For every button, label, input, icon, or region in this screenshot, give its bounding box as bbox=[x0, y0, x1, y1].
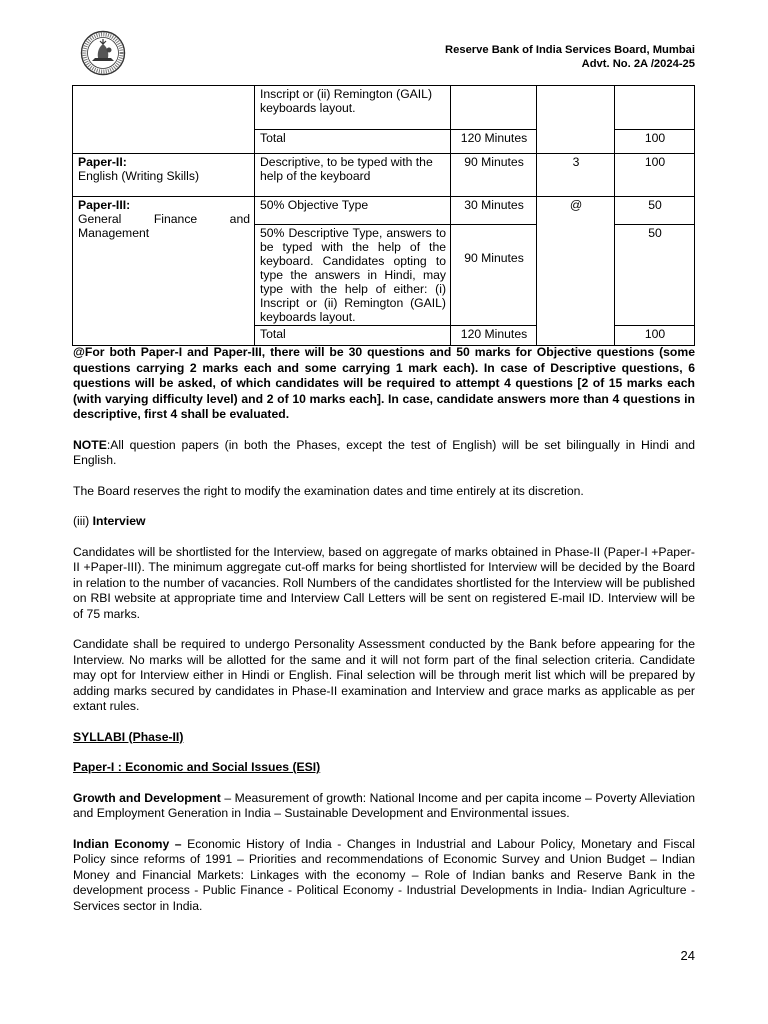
note-paragraph bbox=[73, 438, 695, 469]
economy-label: Indian Economy – bbox=[73, 836, 182, 851]
table-cell-marks: 100 bbox=[615, 130, 695, 154]
interview-heading: (iii) Interview bbox=[73, 514, 146, 528]
table-row bbox=[73, 86, 695, 130]
table-cell-marks: 100 bbox=[615, 154, 695, 197]
table-cell-description: 50% Descriptive Type, answers to be typed with the help of the keyboard. Candidates opting to type the answers in Hindi, may type with the help of either: (i) Inscript or (ii) Remington (GAIL) keyboards layout. bbox=[255, 225, 451, 326]
table-cell-duration: 90 Minutes bbox=[451, 154, 537, 197]
table-cell-description: 50% Objective Type bbox=[255, 197, 451, 225]
paper-subject: General Finance and Management bbox=[78, 212, 250, 240]
header-advt: Advt. No. 2A /2024-25 bbox=[581, 58, 695, 70]
paper-name: Paper-II: bbox=[78, 155, 127, 169]
page-header bbox=[445, 43, 695, 71]
paper1-heading: Paper-I : Economic and Social Issues (ESI) bbox=[73, 760, 321, 774]
syllabi-heading: SYLLABI (Phase-II) bbox=[73, 729, 184, 744]
page-number: 24 bbox=[680, 948, 695, 963]
growth-label: Growth and Development bbox=[73, 790, 221, 805]
interview-paragraph-1: Candidates will be shortlisted for the Interview, based on aggregate of marks obtained in Phase-II (Paper-I +Paper-II +Paper-III). The minimum aggregate cut-off marks for being shortlisted for Interview will be decided by the Board in relation to the number of vacancies. Roll Numbers of the candidates shortlisted for the Interview will be published on RBI website at appropriate time and Interview Call Letters will be sent on registered E-mail ID. Interview will be of 75 marks. bbox=[73, 544, 695, 621]
table-cell-description: Descriptive, to be typed with the help of the keyboard bbox=[255, 154, 451, 197]
header-org: Reserve Bank of India Services Board, Mumbai bbox=[445, 44, 695, 56]
board-reserves-paragraph: The Board reserves the right to modify the examination dates and time entirely at its discretion. bbox=[73, 483, 584, 498]
table-cell-total: Total bbox=[255, 130, 451, 154]
note-text: :All question papers (in both the Phases, except the test of English) will be set bilingually in Hindi and English. bbox=[73, 437, 695, 467]
table-cell-duration: 120 Minutes bbox=[451, 130, 537, 154]
note-label: NOTE bbox=[73, 437, 107, 452]
rbi-emblem-icon bbox=[80, 30, 126, 76]
table-cell-duration: 30 Minutes bbox=[451, 197, 537, 225]
table-cell-total: Total bbox=[255, 326, 451, 346]
table-cell-questions: @ bbox=[537, 197, 615, 346]
growth-paragraph: Growth and Development – Measurement of growth: National Income and per capita income – Poverty Alleviation and Employment Generation in India – Sustainable Development and Environmental issues. bbox=[73, 790, 695, 820]
economy-paragraph: Indian Economy – Economic History of India - Changes in Industrial and Labour Policy, Monetary and Fiscal Policy since reforms of 1991 – Priorities and recommendations of Economic Survey and Union Budget – Indian Money and Financial Markets: Linkages with the economy – Role of Indian banks and Reserve Bank in the development process - Public Finance - Political Economy - Industrial Developments in India- Indian Agriculture - Services sector in India. bbox=[73, 836, 695, 913]
table-cell-paper bbox=[73, 154, 255, 197]
table-cell-paper bbox=[73, 197, 255, 346]
exam-pattern-table bbox=[72, 85, 695, 346]
paper-subject: English (Writing Skills) bbox=[78, 169, 199, 183]
table-cell-description: Inscript or (ii) Remington (GAIL) keyboards layout. bbox=[255, 86, 451, 130]
table-cell-marks: 50 bbox=[615, 197, 695, 225]
table-row bbox=[73, 154, 695, 197]
table-cell-questions: 3 bbox=[537, 154, 615, 197]
document-body bbox=[73, 345, 695, 914]
table-cell-marks: 100 bbox=[615, 326, 695, 346]
table-cell-duration: 120 Minutes bbox=[451, 326, 537, 346]
table-row bbox=[73, 197, 695, 225]
table-cell-marks: 50 bbox=[615, 225, 695, 326]
paper-name: Paper-III: bbox=[78, 198, 131, 212]
table-cell-duration: 90 Minutes bbox=[451, 225, 537, 326]
exam-footnote: @For both Paper-I and Paper-III, there will be 30 questions and 50 marks for Objective questions (some questions carrying 2 marks each and some carrying 1 mark each). In case of Descriptive questions, 6 questions will be asked, of which candidates will be required to attempt 4 questions [2 of 15 marks each (with varying difficulty level) and 2 of 10 marks each]. In case, candidate answers more than 4 questions in descriptive, first 4 shall be evaluated. bbox=[73, 345, 695, 421]
interview-paragraph-2: Candidate shall be required to undergo Personality Assessment conducted by the Bank before appearing for the Interview. No marks will be allotted for the same and it will not form part of the final selection criteria. Candidate may opt for Interview either in Hindi or English. Final selection will be through merit list which will be prepared by adding marks secured by candidates in Phase-II examination and Interview and grace marks as applicable as per extant rules. bbox=[73, 637, 695, 713]
